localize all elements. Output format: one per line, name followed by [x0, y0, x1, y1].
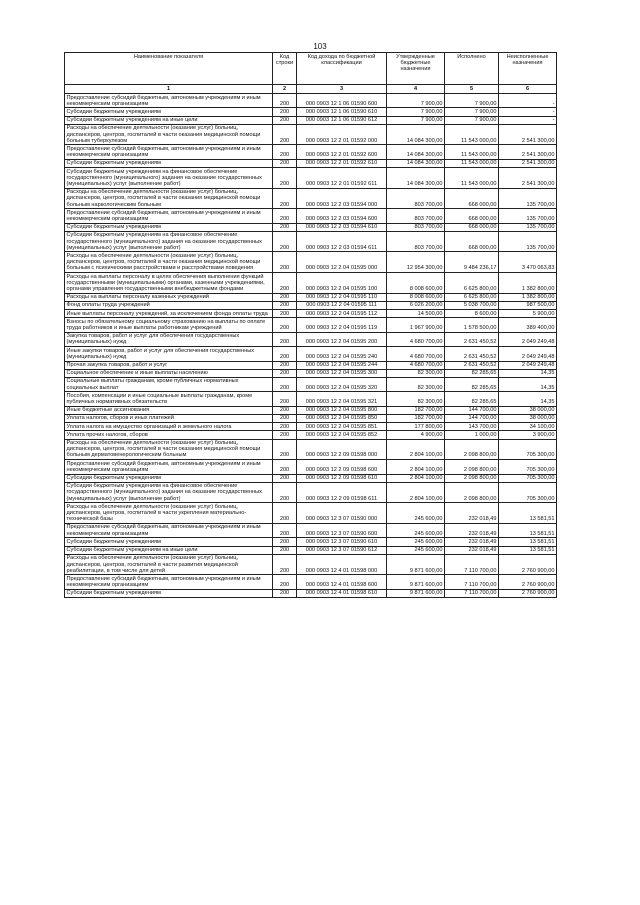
table-row	[65, 223, 557, 231]
header-line-code: Код строки	[273, 53, 297, 85]
table-row	[65, 231, 557, 252]
row-executed-amount: 6 625 800,00	[445, 273, 499, 294]
row-unexecuted-amount: 3 470 063,83	[499, 252, 557, 273]
row-name: Расходы на обеспечение деятельности (оказание услуг) больниц, диспансеров, центров, госпиталей в части оказания медицинской помощи больным туберкулезом	[65, 124, 273, 145]
row-budget-code: 000 0903 12 2 03 01594 600	[297, 209, 387, 223]
row-unexecuted-amount: 13 581,51	[499, 503, 557, 524]
table-row	[65, 159, 557, 167]
row-executed-amount: 2 631 450,52	[445, 347, 499, 361]
row-unexecuted-amount: 1 382 800,00	[499, 293, 557, 301]
row-executed-amount: 2 098 800,00	[445, 474, 499, 482]
row-executed-amount: 668 000,00	[445, 223, 499, 231]
row-name: Субсидии бюджетным учреждениям	[65, 108, 273, 116]
row-line-code: 200	[273, 538, 297, 546]
row-executed-amount: 2 098 800,00	[445, 460, 499, 474]
row-budget-code: 000 0903 12 2 04 01595 110	[297, 293, 387, 301]
row-approved-amount: 245 600,00	[387, 503, 445, 524]
row-name: Субсидии бюджетным учреждениям на иные цели	[65, 546, 273, 554]
column-number: 3	[297, 85, 387, 94]
row-approved-amount: 82 300,00	[387, 377, 445, 391]
row-unexecuted-amount: 13 581,51	[499, 546, 557, 554]
row-executed-amount: 232 018,49	[445, 523, 499, 537]
row-budget-code: 000 0903 12 2 04 01595 851	[297, 423, 387, 431]
row-line-code: 200	[273, 332, 297, 346]
table-row	[65, 168, 557, 189]
row-budget-code: 000 0903 12 1 06 01590 600	[297, 94, 387, 108]
table-row	[65, 116, 557, 124]
table-row	[65, 361, 557, 369]
row-name: Предоставление субсидий бюджетным, автономным учреждениям и иным некоммерческим организациям	[65, 94, 273, 108]
row-unexecuted-amount: 2 541 300,00	[499, 159, 557, 167]
row-name: Прочая закупка товаров, работ и услуг	[65, 361, 273, 369]
row-executed-amount: 7 110 700,00	[445, 575, 499, 589]
header-unexecuted: Неисполненные назначения	[499, 53, 557, 85]
row-name: Расходы на выплаты персоналу в целях обеспечения выполнения функций государственными (муниципальными) органами, казенными учреждениями, органами управления государственными внебюджетными фондами	[65, 273, 273, 294]
row-line-code: 200	[273, 523, 297, 537]
table-row	[65, 474, 557, 482]
row-budget-code: 000 0903 12 3 07 01590 000	[297, 503, 387, 524]
row-line-code: 200	[273, 116, 297, 124]
row-unexecuted-amount: 14,35	[499, 369, 557, 377]
row-budget-code: 000 0903 12 4 01 01598 600	[297, 575, 387, 589]
table-row	[65, 108, 557, 116]
row-name: Пособия, компенсации и иные социальные выплаты гражданам, кроме публичных нормативных обязательств	[65, 392, 273, 406]
row-unexecuted-amount: 2 541 300,00	[499, 124, 557, 145]
row-name: Предоставление субсидий бюджетным, автономным учреждениям и иным некоммерческим организациям	[65, 523, 273, 537]
row-approved-amount: 803 700,00	[387, 231, 445, 252]
table-row	[65, 347, 557, 361]
header-executed: Исполнено	[445, 53, 499, 85]
row-line-code: 200	[273, 554, 297, 575]
row-line-code: 200	[273, 231, 297, 252]
row-name: Субсидии бюджетным учреждениям	[65, 474, 273, 482]
row-executed-amount: 668 000,00	[445, 209, 499, 223]
row-line-code: 200	[273, 406, 297, 414]
row-budget-code: 000 0903 12 2 04 01595 111	[297, 301, 387, 309]
row-approved-amount: 6 026 200,00	[387, 301, 445, 309]
row-unexecuted-amount: 14,35	[499, 377, 557, 391]
row-unexecuted-amount: 38 000,00	[499, 414, 557, 422]
row-name: Уплата налогов, сборов и иных платежей	[65, 414, 273, 422]
row-executed-amount: 7 900,00	[445, 108, 499, 116]
row-unexecuted-amount: 135 700,00	[499, 223, 557, 231]
row-executed-amount: 143 700,00	[445, 423, 499, 431]
row-unexecuted-amount: 2 049 249,48	[499, 361, 557, 369]
row-name: Иные закупки товаров, работ и услуг для обеспечения государственных (муниципальных) нужд	[65, 347, 273, 361]
row-line-code: 200	[273, 310, 297, 318]
row-approved-amount: 245 600,00	[387, 546, 445, 554]
row-executed-amount: 668 000,00	[445, 188, 499, 209]
table-row	[65, 377, 557, 391]
row-executed-amount: 6 625 800,00	[445, 293, 499, 301]
row-line-code: 200	[273, 209, 297, 223]
row-budget-code: 000 0903 12 2 04 01595 320	[297, 377, 387, 391]
column-number: 6	[499, 85, 557, 94]
row-name: Фонд оплаты труда учреждений	[65, 301, 273, 309]
row-budget-code: 000 0903 12 3 07 01590 600	[297, 523, 387, 537]
row-line-code: 200	[273, 188, 297, 209]
row-budget-code: 000 0903 12 2 04 01595 100	[297, 273, 387, 294]
table-row	[65, 406, 557, 414]
row-name: Уплата налога на имущество организаций и земельного налога	[65, 423, 273, 431]
row-executed-amount: 144 700,00	[445, 414, 499, 422]
row-line-code: 200	[273, 439, 297, 460]
row-unexecuted-amount: 1 382 800,00	[499, 273, 557, 294]
column-number-row	[65, 85, 557, 94]
row-line-code: 200	[273, 318, 297, 332]
table-row	[65, 332, 557, 346]
row-unexecuted-amount: 135 700,00	[499, 209, 557, 223]
table-row	[65, 310, 557, 318]
row-line-code: 200	[273, 361, 297, 369]
row-approved-amount: 245 600,00	[387, 538, 445, 546]
row-approved-amount: 2 804 100,00	[387, 439, 445, 460]
row-name: Расходы на обеспечение деятельности (оказание услуг) больниц, диспансеров, центров, госпиталей в части оказания медицинской помощи больным дерматовенерологическим больным	[65, 439, 273, 460]
row-budget-code: 000 0903 12 2 01 01592 000	[297, 124, 387, 145]
row-line-code: 200	[273, 301, 297, 309]
row-line-code: 200	[273, 575, 297, 589]
row-unexecuted-amount: 3 900,00	[499, 431, 557, 439]
header-name: Наименование показателя	[65, 53, 273, 85]
row-name: Предоставление субсидий бюджетным, автономным учреждениям и иным некоммерческим организациям	[65, 575, 273, 589]
row-executed-amount: 8 600,00	[445, 310, 499, 318]
row-executed-amount: 7 110 700,00	[445, 554, 499, 575]
row-unexecuted-amount: 987 500,00	[499, 301, 557, 309]
row-budget-code: 000 0903 12 2 04 01595 321	[297, 392, 387, 406]
row-approved-amount: 803 700,00	[387, 209, 445, 223]
row-budget-code: 000 0903 12 2 01 01592 610	[297, 159, 387, 167]
row-executed-amount: 232 018,49	[445, 538, 499, 546]
row-unexecuted-amount: 389 400,00	[499, 318, 557, 332]
row-approved-amount: 9 871 600,00	[387, 589, 445, 597]
table-row	[65, 589, 557, 597]
table-row	[65, 439, 557, 460]
row-executed-amount: 7 110 700,00	[445, 589, 499, 597]
table-row	[65, 414, 557, 422]
table-row	[65, 209, 557, 223]
row-line-code: 200	[273, 145, 297, 159]
row-approved-amount: 2 804 100,00	[387, 474, 445, 482]
row-line-code: 200	[273, 423, 297, 431]
row-approved-amount: 2 804 100,00	[387, 460, 445, 474]
table-row	[65, 293, 557, 301]
table-row	[65, 482, 557, 503]
header-row	[65, 53, 557, 85]
row-unexecuted-amount: 38 000,00	[499, 406, 557, 414]
row-line-code: 200	[273, 252, 297, 273]
row-executed-amount: 5 038 700,00	[445, 301, 499, 309]
row-unexecuted-amount: -	[499, 94, 557, 108]
row-executed-amount: 11 543 000,00	[445, 168, 499, 189]
row-name: Субсидии бюджетным учреждениям на финансовое обеспечение государственного (муниципального) задания на оказание государственных (муниципальных) услуг (выполнение работ)	[65, 168, 273, 189]
table-row	[65, 273, 557, 294]
row-approved-amount: 9 871 600,00	[387, 554, 445, 575]
row-approved-amount: 245 600,00	[387, 523, 445, 537]
table-row	[65, 301, 557, 309]
row-executed-amount: 11 543 000,00	[445, 159, 499, 167]
column-number: 2	[273, 85, 297, 94]
row-unexecuted-amount: 135 700,00	[499, 188, 557, 209]
row-budget-code: 000 0903 12 2 09 01598 611	[297, 482, 387, 503]
row-approved-amount: 182 700,00	[387, 414, 445, 422]
row-line-code: 200	[273, 273, 297, 294]
row-approved-amount: 4 680 700,00	[387, 361, 445, 369]
table-row	[65, 252, 557, 273]
row-name: Расходы на обеспечение деятельности (оказание услуг) больниц, диспансеров, центров, госпиталей в части развития медицинской реабилитации, в том числе для детей	[65, 554, 273, 575]
row-executed-amount: 9 484 236,17	[445, 252, 499, 273]
row-line-code: 200	[273, 108, 297, 116]
row-approved-amount: 14 500,00	[387, 310, 445, 318]
row-approved-amount: 1 967 900,00	[387, 318, 445, 332]
row-approved-amount: 14 084 300,00	[387, 145, 445, 159]
row-budget-code: 000 0903 12 2 01 01592 611	[297, 168, 387, 189]
row-line-code: 200	[273, 377, 297, 391]
row-line-code: 200	[273, 414, 297, 422]
row-name: Субсидии бюджетным учреждениям	[65, 159, 273, 167]
row-name: Субсидии бюджетным учреждениям на финансовое обеспечение государственного (муниципального) задания на оказание государственных (муниципальных) услуг (выполнение работ)	[65, 231, 273, 252]
row-executed-amount: 11 543 000,00	[445, 145, 499, 159]
row-executed-amount: 232 018,49	[445, 546, 499, 554]
row-budget-code: 000 0903 12 2 04 01595 852	[297, 431, 387, 439]
row-approved-amount: 4 680 700,00	[387, 347, 445, 361]
row-budget-code: 000 0903 12 4 01 01598 000	[297, 554, 387, 575]
row-unexecuted-amount: 2 760 900,00	[499, 589, 557, 597]
row-line-code: 200	[273, 474, 297, 482]
row-name: Субсидии бюджетным учреждениям	[65, 223, 273, 231]
row-budget-code: 000 0903 12 4 01 01598 610	[297, 589, 387, 597]
row-unexecuted-amount: 13 581,51	[499, 523, 557, 537]
row-approved-amount: 9 871 600,00	[387, 575, 445, 589]
row-executed-amount: 82 285,65	[445, 369, 499, 377]
row-executed-amount: 7 900,00	[445, 116, 499, 124]
row-executed-amount: 2 098 800,00	[445, 439, 499, 460]
row-line-code: 200	[273, 431, 297, 439]
row-name: Социальные выплаты гражданам, кроме публичных нормативных социальных выплат	[65, 377, 273, 391]
row-budget-code: 000 0903 12 2 04 01595 850	[297, 414, 387, 422]
row-line-code: 200	[273, 223, 297, 231]
row-unexecuted-amount: 705 300,00	[499, 439, 557, 460]
table-row	[65, 188, 557, 209]
row-budget-code: 000 0903 12 2 03 01594 000	[297, 188, 387, 209]
row-executed-amount: 1 578 500,00	[445, 318, 499, 332]
row-name: Уплата прочих налогов, сборов	[65, 431, 273, 439]
row-name: Расходы на обеспечение деятельности (оказание услуг) больниц, диспансеров, центров, госпиталей в части оказания медицинской помощи больным с психическими расстройствами и расстройствами поведения	[65, 252, 273, 273]
row-budget-code: 000 0903 12 1 06 01590 610	[297, 108, 387, 116]
row-approved-amount: 4 680 700,00	[387, 332, 445, 346]
row-executed-amount: 1 000,00	[445, 431, 499, 439]
row-line-code: 200	[273, 460, 297, 474]
row-line-code: 200	[273, 94, 297, 108]
table-row	[65, 523, 557, 537]
row-line-code: 200	[273, 482, 297, 503]
header-approved: Утвержденные бюджетные назначения	[387, 53, 445, 85]
row-name: Субсидии бюджетным учреждениям	[65, 538, 273, 546]
row-name: Иные выплаты персоналу учреждений, за исключением фонда оплаты труда	[65, 310, 273, 318]
row-name: Предоставление субсидий бюджетным, автономным учреждениям и иным некоммерческим организациям	[65, 209, 273, 223]
row-line-code: 200	[273, 168, 297, 189]
row-approved-amount: 14 084 300,00	[387, 159, 445, 167]
row-approved-amount: 12 954 300,00	[387, 252, 445, 273]
row-line-code: 200	[273, 546, 297, 554]
table-row	[65, 124, 557, 145]
row-approved-amount: 7 900,00	[387, 116, 445, 124]
row-budget-code: 000 0903 12 2 04 01595 000	[297, 252, 387, 273]
row-unexecuted-amount: 2 760 900,00	[499, 575, 557, 589]
row-unexecuted-amount: 705 300,00	[499, 460, 557, 474]
row-executed-amount: 82 285,65	[445, 392, 499, 406]
table-row	[65, 145, 557, 159]
table-row	[65, 575, 557, 589]
row-executed-amount: 11 543 000,00	[445, 124, 499, 145]
row-budget-code: 000 0903 12 2 04 01595 800	[297, 406, 387, 414]
table-row	[65, 503, 557, 524]
table-row	[65, 392, 557, 406]
row-budget-code: 000 0903 12 2 04 01595 240	[297, 347, 387, 361]
row-unexecuted-amount: 34 100,00	[499, 423, 557, 431]
row-unexecuted-amount: 2 760 900,00	[499, 554, 557, 575]
row-approved-amount: 14 084 300,00	[387, 168, 445, 189]
table-row	[65, 538, 557, 546]
row-unexecuted-amount: 135 700,00	[499, 231, 557, 252]
row-budget-code: 000 0903 12 2 01 01592 600	[297, 145, 387, 159]
row-line-code: 200	[273, 503, 297, 524]
row-approved-amount: 82 300,00	[387, 392, 445, 406]
row-approved-amount: 82 300,00	[387, 369, 445, 377]
row-approved-amount: 14 084 300,00	[387, 124, 445, 145]
row-name: Расходы на выплаты персоналу казенных учреждений	[65, 293, 273, 301]
table-row	[65, 460, 557, 474]
row-executed-amount: 2 098 800,00	[445, 482, 499, 503]
row-budget-code: 000 0903 12 3 07 01590 612	[297, 546, 387, 554]
row-approved-amount: 803 700,00	[387, 188, 445, 209]
row-unexecuted-amount: 2 541 300,00	[499, 145, 557, 159]
row-line-code: 200	[273, 293, 297, 301]
row-name: Иные бюджетные ассигнования	[65, 406, 273, 414]
row-budget-code: 000 0903 12 2 04 01595 119	[297, 318, 387, 332]
column-number: 4	[387, 85, 445, 94]
row-line-code: 200	[273, 124, 297, 145]
row-approved-amount: 803 700,00	[387, 223, 445, 231]
table-row	[65, 369, 557, 377]
table-row	[65, 554, 557, 575]
row-name: Расходы на обеспечение деятельности (оказание услуг) больниц, диспансеров, центров, госпиталей в части оказания медицинской помощи больным наркологическим больным	[65, 188, 273, 209]
row-name: Предоставление субсидий бюджетным, автономным учреждениям и иным некоммерческим организациям	[65, 145, 273, 159]
row-name: Социальное обеспечение и иные выплаты населению	[65, 369, 273, 377]
row-unexecuted-amount: 705 300,00	[499, 482, 557, 503]
table-row	[65, 94, 557, 108]
row-approved-amount: 2 804 100,00	[387, 482, 445, 503]
table-row	[65, 431, 557, 439]
row-name: Закупка товаров, работ и услуг для обеспечения государственных (муниципальных) нужд	[65, 332, 273, 346]
row-unexecuted-amount: 2 541 300,00	[499, 168, 557, 189]
row-unexecuted-amount: 14,35	[499, 392, 557, 406]
budget-execution-table	[64, 52, 557, 598]
row-line-code: 200	[273, 159, 297, 167]
row-line-code: 200	[273, 392, 297, 406]
row-approved-amount: 7 900,00	[387, 94, 445, 108]
row-approved-amount: 7 900,00	[387, 108, 445, 116]
row-unexecuted-amount: 5 900,00	[499, 310, 557, 318]
row-name: Расходы на обеспечение деятельности (оказание услуг) больниц, диспансеров, центров, госпиталей в части укрепления материально-технической базы	[65, 503, 273, 524]
row-budget-code: 000 0903 12 2 04 01595 200	[297, 332, 387, 346]
row-budget-code: 000 0903 12 2 09 01598 610	[297, 474, 387, 482]
row-executed-amount: 144 700,00	[445, 406, 499, 414]
row-budget-code: 000 0903 12 3 07 01590 610	[297, 538, 387, 546]
row-budget-code: 000 0903 12 2 03 01594 610	[297, 223, 387, 231]
row-executed-amount: 668 000,00	[445, 231, 499, 252]
row-line-code: 200	[273, 369, 297, 377]
row-approved-amount: 182 700,00	[387, 406, 445, 414]
table-row	[65, 318, 557, 332]
row-unexecuted-amount: -	[499, 116, 557, 124]
row-unexecuted-amount: 2 049 249,48	[499, 332, 557, 346]
row-approved-amount: 177 800,00	[387, 423, 445, 431]
row-line-code: 200	[273, 347, 297, 361]
row-approved-amount: 4 900,00	[387, 431, 445, 439]
row-budget-code: 000 0903 12 2 09 01598 600	[297, 460, 387, 474]
row-budget-code: 000 0903 12 2 04 01595 300	[297, 369, 387, 377]
column-number: 5	[445, 85, 499, 94]
row-unexecuted-amount: 13 581,51	[499, 538, 557, 546]
row-executed-amount: 82 285,65	[445, 377, 499, 391]
row-budget-code: 000 0903 12 2 04 01595 112	[297, 310, 387, 318]
page-number: 103	[313, 42, 327, 51]
column-number: 1	[65, 85, 273, 94]
row-approved-amount: 8 008 600,00	[387, 273, 445, 294]
row-line-code: 200	[273, 589, 297, 597]
row-name: Взносы по обязательному социальному страхованию на выплаты по оплате труда работников и иные выплаты работникам учреждений	[65, 318, 273, 332]
row-name: Субсидии бюджетным учреждениям	[65, 589, 273, 597]
row-budget-code: 000 0903 12 1 06 01590 612	[297, 116, 387, 124]
row-approved-amount: 8 008 600,00	[387, 293, 445, 301]
row-executed-amount: 2 631 450,52	[445, 361, 499, 369]
row-budget-code: 000 0903 12 2 03 01594 611	[297, 231, 387, 252]
row-unexecuted-amount: 705 300,00	[499, 474, 557, 482]
row-executed-amount: 2 631 450,52	[445, 332, 499, 346]
row-budget-code: 000 0903 12 2 04 01595 244	[297, 361, 387, 369]
row-budget-code: 000 0903 12 2 09 01598 000	[297, 439, 387, 460]
row-executed-amount: 7 900,00	[445, 94, 499, 108]
row-executed-amount: 232 018,49	[445, 503, 499, 524]
row-name: Предоставление субсидий бюджетным, автономным учреждениям и иным некоммерческим организациям	[65, 460, 273, 474]
table-row	[65, 546, 557, 554]
row-name: Субсидии бюджетным учреждениям на финансовое обеспечение государственного (муниципального) задания на оказание государственных (муниципальных) услуг (выполнение работ)	[65, 482, 273, 503]
row-unexecuted-amount: 2 049 249,48	[499, 347, 557, 361]
row-unexecuted-amount: -	[499, 108, 557, 116]
table-row	[65, 423, 557, 431]
header-budget-code: Код дохода по бюджетной классификации	[297, 53, 387, 85]
row-name: Субсидии бюджетным учреждениям на иные цели	[65, 116, 273, 124]
